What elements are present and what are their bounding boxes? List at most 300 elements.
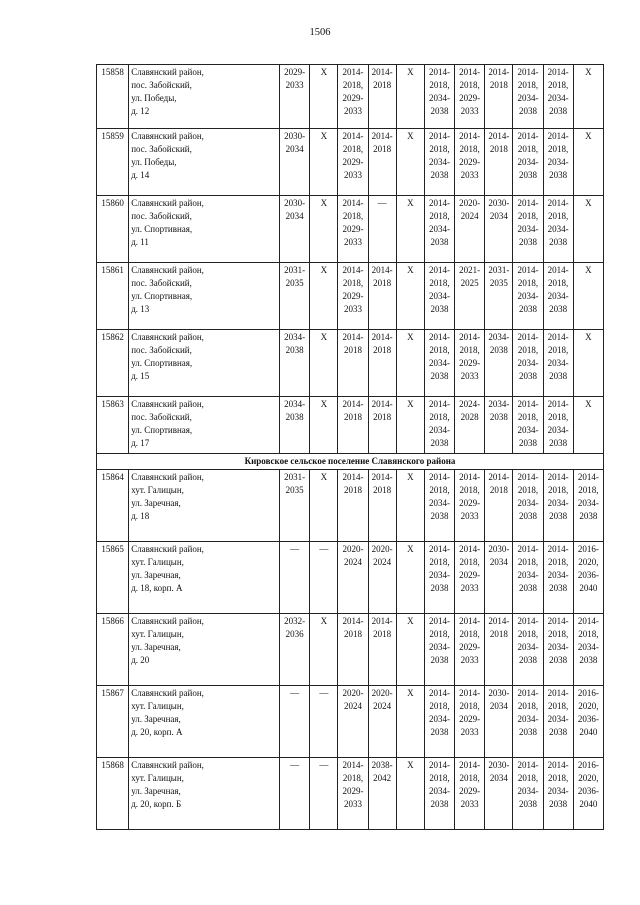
period-cell <box>310 196 338 263</box>
cell-line: 2029- <box>459 786 481 796</box>
period-cell <box>338 129 368 196</box>
cell-line: 2038 <box>430 304 449 314</box>
cell-line: 2014- <box>547 688 569 698</box>
cell-line: 2038 <box>430 438 449 448</box>
cell-line: 2018, <box>342 278 364 288</box>
cell-line: Славянский район, <box>131 544 204 554</box>
cell-line: 2034- <box>547 714 569 724</box>
cell-line: 2018, <box>459 144 480 154</box>
cell-line: д. 17 <box>131 438 150 448</box>
cell-line: 2014- <box>488 616 510 626</box>
period-cell <box>543 196 573 263</box>
cell-line: 2018, <box>429 701 450 711</box>
period-cell <box>368 196 396 263</box>
period-cell <box>310 65 338 129</box>
cell-line: 2018, <box>548 278 569 288</box>
cell-line: Х <box>320 616 328 626</box>
cell-line: 2038 <box>549 237 568 247</box>
cell-line: 2038 <box>549 106 568 116</box>
cell-line: 2024 <box>373 557 392 567</box>
address-cell <box>129 397 280 454</box>
cell-line: д. 18, корп. А <box>131 583 183 593</box>
cell-line: 2038 <box>549 799 568 809</box>
cell-line: 2018, <box>517 629 539 639</box>
row-number: 15858 <box>97 65 129 129</box>
cell-line: д. 11 <box>131 237 149 247</box>
period-cell <box>280 614 310 686</box>
cell-line: — <box>319 760 329 770</box>
address-cell <box>129 196 280 263</box>
period-cell <box>368 470 396 542</box>
row-number: 15862 <box>97 330 129 397</box>
cell-line: 2014- <box>547 198 569 208</box>
period-cell <box>424 397 454 454</box>
cell-line: 2020- <box>371 688 393 698</box>
row-number: 15861 <box>97 263 129 330</box>
cell-line: 2014- <box>371 472 393 482</box>
cell-line: 2042 <box>373 773 392 783</box>
cell-line: 2038 <box>518 583 537 593</box>
cell-line: 2014- <box>517 332 539 342</box>
period-cell <box>573 542 603 614</box>
cell-line: 2038 <box>518 237 537 247</box>
cell-line: 2014- <box>342 198 364 208</box>
period-cell <box>573 263 603 330</box>
cell-line: 2018, <box>459 773 480 783</box>
cell-line: 2016- <box>577 760 599 770</box>
cell-line: 2014- <box>459 332 481 342</box>
row-number: 15865 <box>97 542 129 614</box>
cell-line: 2038 <box>518 304 537 314</box>
cell-line: Х <box>407 688 414 698</box>
cell-line: 2018, <box>429 557 450 567</box>
cell-line: Х <box>407 198 414 208</box>
cell-line: 2033 <box>460 799 479 809</box>
cell-line: 2014- <box>342 399 364 409</box>
cell-line: 2014- <box>428 399 450 409</box>
cell-line: 2033 <box>460 371 479 381</box>
cell-line: 2014- <box>428 198 450 208</box>
cell-line: 2018 <box>343 629 362 639</box>
cell-line: 2029- <box>459 570 481 580</box>
cell-line: 2018 <box>343 485 362 495</box>
period-cell <box>280 65 310 129</box>
cell-line: 2034- <box>488 332 510 342</box>
period-cell <box>280 129 310 196</box>
cell-line: 2014- <box>547 760 569 770</box>
cell-line: 2018, <box>578 629 599 639</box>
cell-line: 2018, <box>459 80 480 90</box>
cell-line: 2038 <box>430 511 449 521</box>
cell-line: 2038 <box>430 799 449 809</box>
cell-line: д. 14 <box>131 170 150 180</box>
cell-line: 2014- <box>342 472 364 482</box>
cell-line: 2030- <box>488 198 510 208</box>
period-cell <box>513 397 543 454</box>
cell-line: 2018 <box>373 629 392 639</box>
period-cell <box>338 470 368 542</box>
cell-line: 2034 <box>489 701 508 711</box>
cell-line: 2014- <box>459 760 481 770</box>
cell-line: 2038 <box>518 799 537 809</box>
cell-line: 2014- <box>517 544 539 554</box>
period-cell <box>455 542 485 614</box>
cell-line: 2040 <box>579 727 598 737</box>
cell-line: ул. Победы, <box>131 93 177 103</box>
cell-line: 2034 <box>489 773 508 783</box>
cell-line: 2040 <box>579 583 598 593</box>
cell-line: пос. Забойский, <box>131 211 192 221</box>
period-cell <box>573 397 603 454</box>
table-row <box>97 65 604 129</box>
cell-line: ул. Спортивная, <box>131 425 193 435</box>
cell-line: 2020- <box>459 198 481 208</box>
cell-line: 2018, <box>342 211 364 221</box>
period-cell <box>573 196 603 263</box>
cell-line: ул. Заречная, <box>131 642 181 652</box>
cell-line: 2034 <box>285 211 304 221</box>
cell-line: 2033 <box>285 80 304 90</box>
cell-line: 2014- <box>428 332 450 342</box>
cell-line: Х <box>407 399 414 409</box>
period-cell <box>310 397 338 454</box>
cell-line: 2034- <box>488 399 510 409</box>
period-cell <box>424 470 454 542</box>
cell-line: 2030- <box>284 198 306 208</box>
period-cell <box>368 65 396 129</box>
period-cell <box>396 758 424 830</box>
cell-line: хут. Галицын, <box>131 629 184 639</box>
cell-line: 2031- <box>488 265 510 275</box>
period-cell <box>513 758 543 830</box>
cell-line: 2018, <box>548 629 569 639</box>
period-cell <box>455 65 485 129</box>
cell-line: ул. Заречная, <box>131 786 181 796</box>
table-row <box>97 686 604 758</box>
cell-line: хут. Галицын, <box>131 701 184 711</box>
cell-line: 2018, <box>517 412 539 422</box>
cell-line: 2030- <box>488 760 510 770</box>
cell-line: 2038 <box>430 237 449 247</box>
table-row <box>97 470 604 542</box>
cell-line: 2034- <box>517 93 539 103</box>
period-cell <box>424 263 454 330</box>
period-cell <box>338 196 368 263</box>
cell-line: 2018, <box>548 144 569 154</box>
period-cell <box>396 196 424 263</box>
period-cell <box>310 758 338 830</box>
cell-line: 2014- <box>342 131 364 141</box>
cell-line: 2034- <box>547 291 569 301</box>
cell-line: Х <box>320 399 328 409</box>
cell-line: 2038 <box>489 412 508 422</box>
period-cell <box>396 129 424 196</box>
cell-line: 2038 <box>430 655 449 665</box>
cell-line: 2031- <box>284 265 306 275</box>
row-number: 15868 <box>97 758 129 830</box>
cell-line: д. 18 <box>131 511 150 521</box>
period-cell <box>573 614 603 686</box>
cell-line: 2018, <box>517 80 539 90</box>
table-row <box>97 542 604 614</box>
cell-line: 2034- <box>547 425 569 435</box>
period-cell <box>280 330 310 397</box>
period-cell <box>543 397 573 454</box>
cell-line: 2014- <box>577 616 599 626</box>
cell-line: Х <box>407 760 414 770</box>
cell-line: 2034- <box>517 224 539 234</box>
cell-line: 2024 <box>343 557 362 567</box>
period-cell <box>368 542 396 614</box>
cell-line: Славянский район, <box>131 131 204 141</box>
cell-line: 2034- <box>517 786 539 796</box>
period-cell <box>424 65 454 129</box>
cell-line: 2034- <box>517 570 539 580</box>
cell-line: 2021- <box>459 265 481 275</box>
cell-line: 2018 <box>373 278 392 288</box>
cell-line: Х <box>407 472 414 482</box>
cell-line: 2036 <box>285 629 304 639</box>
cell-line: Х <box>320 198 328 208</box>
cell-line: 2018 <box>373 144 392 154</box>
period-cell <box>310 542 338 614</box>
cell-line: Х <box>585 198 592 208</box>
period-cell <box>338 397 368 454</box>
cell-line: 2014- <box>371 616 393 626</box>
cell-line: 2038 <box>549 170 568 180</box>
cell-line: 2018, <box>459 557 480 567</box>
cell-line: Х <box>585 332 592 342</box>
cell-line: пос. Забойский, <box>131 278 192 288</box>
cell-line: 2018 <box>489 629 508 639</box>
period-cell <box>396 542 424 614</box>
period-cell <box>368 614 396 686</box>
cell-line: 2029- <box>459 157 481 167</box>
cell-line: 2014- <box>577 472 599 482</box>
cell-line: 2018, <box>517 211 539 221</box>
period-cell <box>485 470 513 542</box>
period-cell <box>396 65 424 129</box>
cell-line: 2018, <box>517 278 539 288</box>
cell-line: Х <box>320 472 328 482</box>
cell-line: 2014- <box>428 265 450 275</box>
period-cell <box>396 614 424 686</box>
period-cell <box>455 263 485 330</box>
period-cell <box>573 686 603 758</box>
cell-line: 2014- <box>547 472 569 482</box>
cell-line: 2018 <box>343 345 362 355</box>
cell-line: 2014- <box>428 131 450 141</box>
cell-line: 2014- <box>371 67 393 77</box>
period-cell <box>513 65 543 129</box>
cell-line: 2038 <box>579 655 598 665</box>
cell-line: 2014- <box>459 688 481 698</box>
cell-line: 2014- <box>459 131 481 141</box>
cell-line: — <box>290 544 300 554</box>
cell-line: Х <box>407 544 414 554</box>
cell-line: д. 20, корп. А <box>131 727 183 737</box>
cell-line: 2033 <box>343 304 362 314</box>
cell-line: 2033 <box>460 511 479 521</box>
cell-line: 2034- <box>428 786 450 796</box>
period-cell <box>310 470 338 542</box>
cell-line: 2029- <box>342 224 364 234</box>
cell-line: 2034- <box>547 498 569 508</box>
cell-line: 2034- <box>428 291 450 301</box>
cell-line: Х <box>320 67 328 77</box>
cell-line: 2034- <box>428 224 450 234</box>
cell-line: 2040 <box>579 799 598 809</box>
cell-line: 2018, <box>429 773 450 783</box>
cell-line: Х <box>585 265 592 275</box>
cell-line: 2014- <box>371 265 393 275</box>
cell-line: 2029- <box>459 642 481 652</box>
cell-line: 2018 <box>373 345 392 355</box>
cell-line: д. 15 <box>131 371 150 381</box>
cell-line: 2018, <box>548 412 569 422</box>
cell-line: 2014- <box>488 472 510 482</box>
cell-line: 2033 <box>460 655 479 665</box>
cell-line: 2014- <box>547 131 569 141</box>
cell-line: 2024 <box>343 701 362 711</box>
cell-line: 2014- <box>517 131 539 141</box>
address-cell <box>129 758 280 830</box>
row-number: 15867 <box>97 686 129 758</box>
period-cell <box>455 196 485 263</box>
cell-line: 2014- <box>459 67 481 77</box>
cell-line: 2036- <box>577 714 599 724</box>
period-cell <box>543 614 573 686</box>
period-cell <box>543 65 573 129</box>
cell-line: 2034- <box>284 399 306 409</box>
cell-line: 2024 <box>460 211 479 221</box>
period-cell <box>513 129 543 196</box>
page-number: 1506 <box>309 27 331 38</box>
cell-line: 2014- <box>371 131 393 141</box>
cell-line: 2014- <box>342 332 364 342</box>
period-cell <box>543 263 573 330</box>
period-cell <box>485 196 513 263</box>
cell-line: 2033 <box>460 727 479 737</box>
cell-line: 2018, <box>429 629 450 639</box>
cell-line: 2014- <box>488 67 510 77</box>
period-cell <box>310 129 338 196</box>
cell-line: 2014- <box>517 67 539 77</box>
cell-line: 2024- <box>459 399 481 409</box>
cell-line: 2018, <box>429 485 450 495</box>
cell-line: 2034- <box>428 570 450 580</box>
cell-line: 2018, <box>429 412 450 422</box>
cell-line: 2014- <box>342 616 364 626</box>
period-cell <box>485 330 513 397</box>
cell-line: 2030- <box>488 688 510 698</box>
cell-line: — <box>377 198 387 208</box>
cell-line: 2014- <box>547 544 569 554</box>
cell-line: 2018, <box>517 345 539 355</box>
row-number: 15864 <box>97 470 129 542</box>
cell-line: ул. Заречная, <box>131 570 181 580</box>
cell-line: 2038 <box>518 438 537 448</box>
period-cell <box>280 470 310 542</box>
period-cell <box>455 470 485 542</box>
cell-line: 2034- <box>517 714 539 724</box>
cell-line: Х <box>407 67 414 77</box>
cell-line: 2018, <box>548 485 569 495</box>
period-cell <box>338 758 368 830</box>
cell-line: 2014- <box>517 616 539 626</box>
cell-line: 2038 <box>549 304 568 314</box>
cell-line: ул. Спортивная, <box>131 291 193 301</box>
cell-line: Х <box>320 332 328 342</box>
cell-line: 2014- <box>517 760 539 770</box>
cell-line: 2029- <box>459 93 481 103</box>
cell-line: 2018, <box>548 701 569 711</box>
period-cell <box>368 263 396 330</box>
period-cell <box>280 196 310 263</box>
cell-line: д. 12 <box>131 106 150 116</box>
cell-line: 2031- <box>284 472 306 482</box>
cell-line: 2014- <box>428 760 450 770</box>
cell-line: Славянский район, <box>131 198 204 208</box>
cell-line: хут. Галицын, <box>131 485 184 495</box>
address-cell <box>129 614 280 686</box>
cell-line: 2018, <box>459 629 480 639</box>
period-cell <box>513 614 543 686</box>
cell-line: 2018 <box>489 80 508 90</box>
cell-line: 2018, <box>459 701 480 711</box>
cell-line: 2034- <box>517 358 539 368</box>
period-cell <box>424 129 454 196</box>
cell-line: 2014- <box>428 472 450 482</box>
cell-line: Х <box>320 131 328 141</box>
cell-line: 2025 <box>460 278 479 288</box>
cell-line: 2034- <box>547 642 569 652</box>
cell-line: 2033 <box>343 170 362 180</box>
row-number: 15859 <box>97 129 129 196</box>
cell-line: 2034- <box>517 498 539 508</box>
cell-line: ул. Спортивная, <box>131 358 193 368</box>
period-cell <box>280 686 310 758</box>
period-cell <box>513 686 543 758</box>
cell-line: ул. Заречная, <box>131 714 181 724</box>
cell-line: 2014- <box>371 399 393 409</box>
cell-line: Славянский район, <box>131 332 204 342</box>
cell-line: 2018, <box>548 773 569 783</box>
cell-line: пос. Забойский, <box>131 345 192 355</box>
cell-line: 2034- <box>428 358 450 368</box>
cell-line: 2038 <box>518 371 537 381</box>
cell-line: 2034 <box>285 144 304 154</box>
cell-line: 2038 <box>518 511 537 521</box>
period-cell <box>513 196 543 263</box>
address-cell <box>129 542 280 614</box>
cell-line: 2014- <box>459 472 481 482</box>
cell-line: 2029- <box>342 291 364 301</box>
cell-line: 2038 <box>549 583 568 593</box>
cell-line: 2035 <box>285 278 304 288</box>
cell-line: 2018, <box>342 80 364 90</box>
cell-line: 2018, <box>517 701 539 711</box>
cell-line: д. 20, корп. Б <box>131 799 182 809</box>
address-cell <box>129 263 280 330</box>
cell-line: 2036- <box>577 570 599 580</box>
cell-line: 2014- <box>459 616 481 626</box>
cell-line: 2038 <box>430 727 449 737</box>
period-cell <box>573 330 603 397</box>
period-cell <box>396 330 424 397</box>
period-cell <box>455 129 485 196</box>
cell-line: 2034- <box>547 93 569 103</box>
